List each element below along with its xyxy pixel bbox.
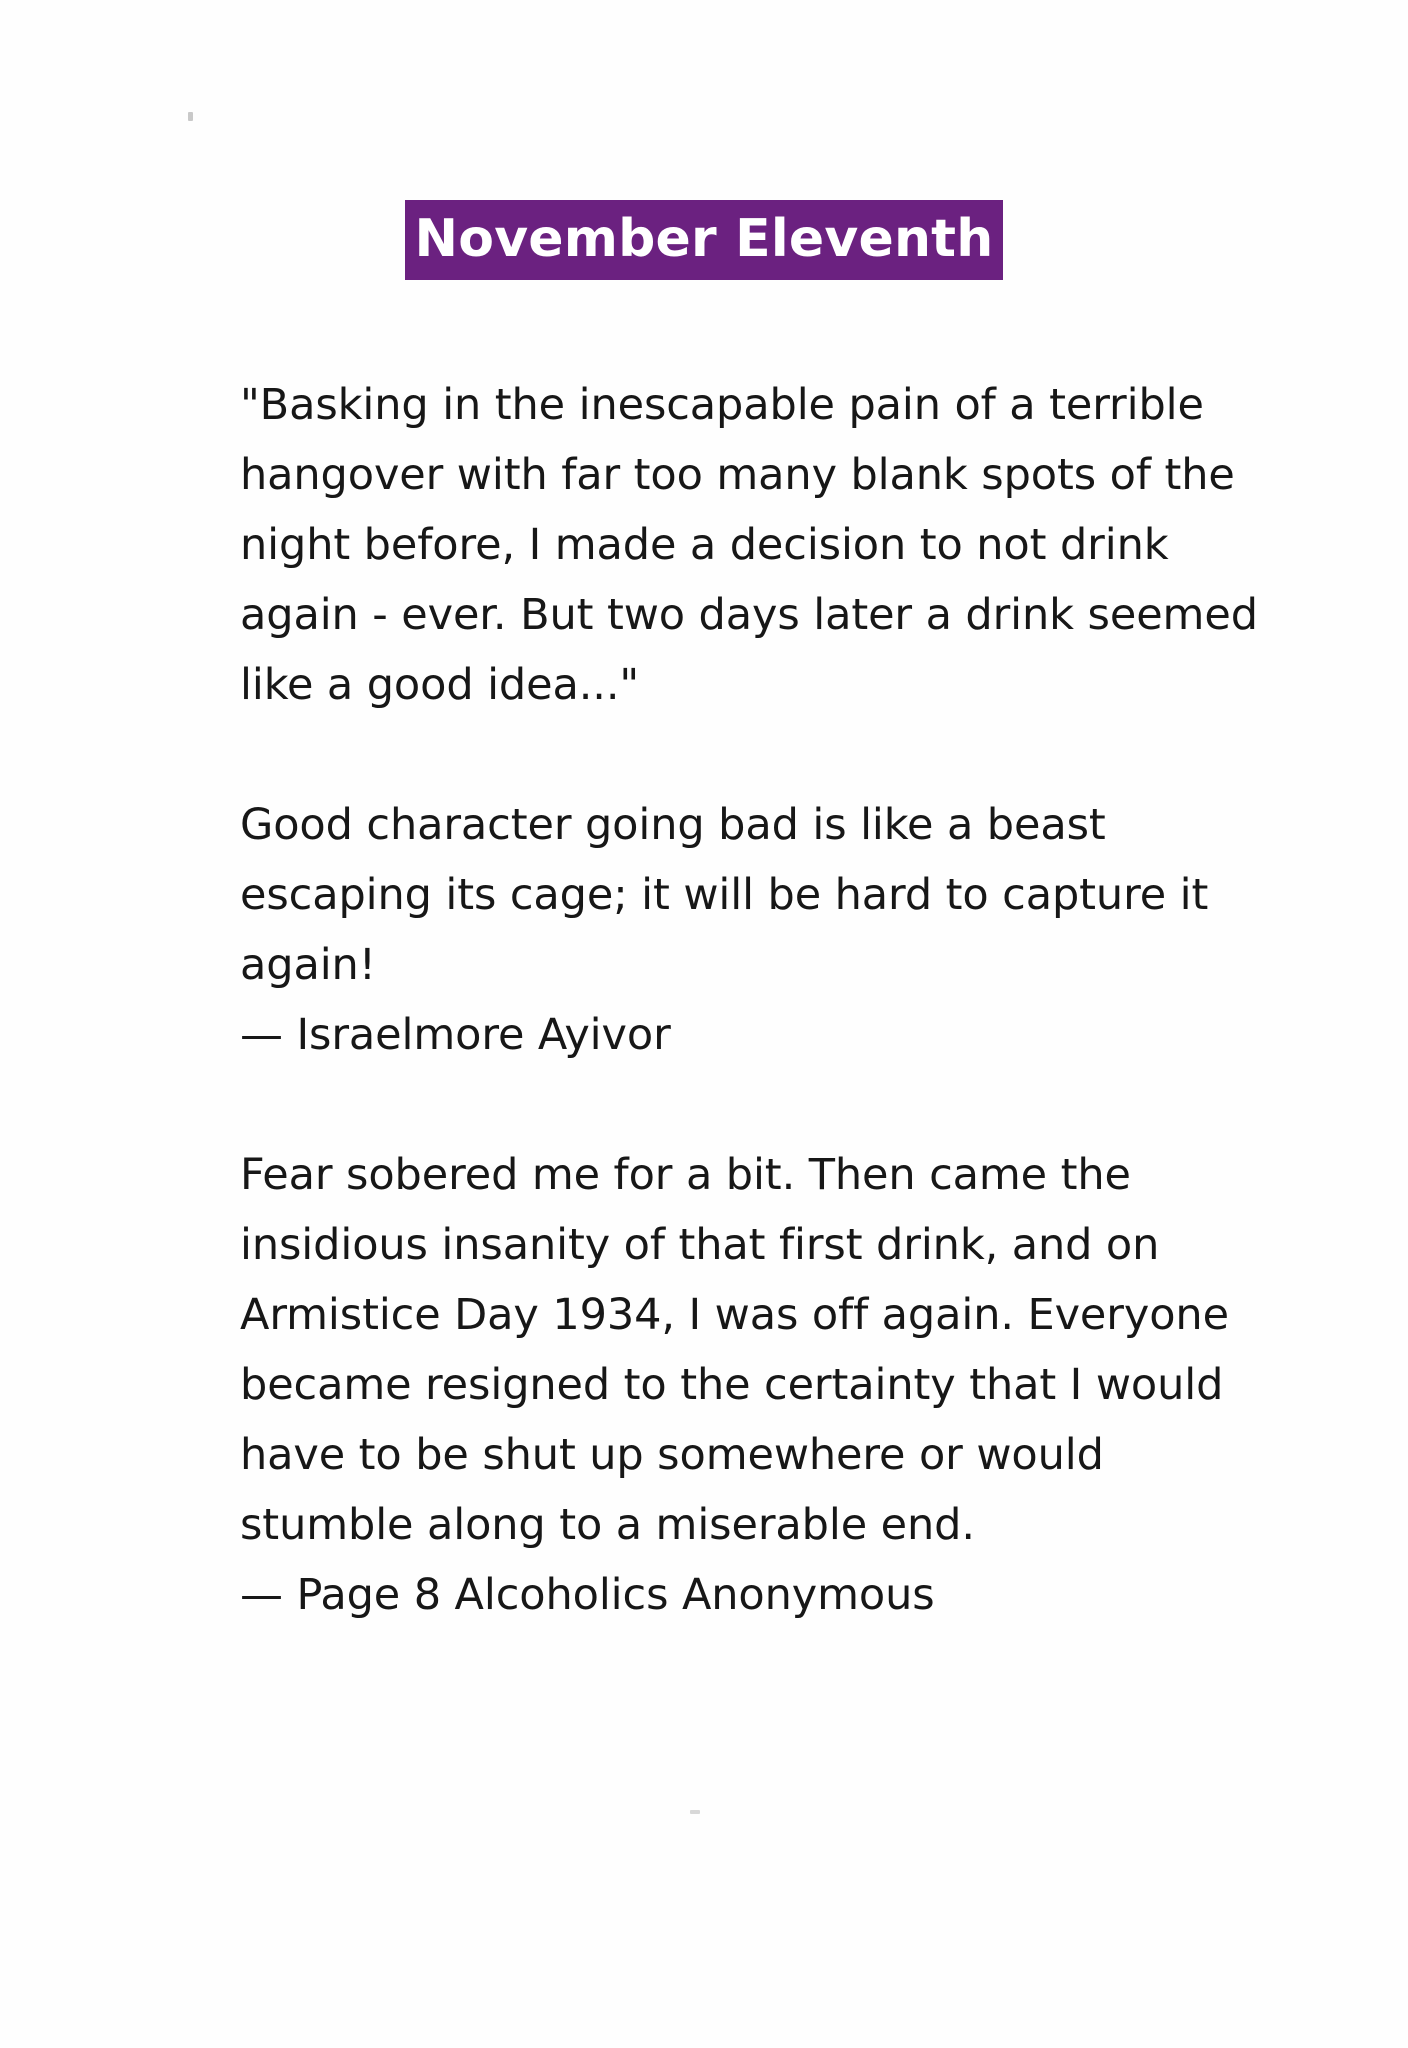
quote-hangover-text: "Basking in the inescapable pain of a terrible hangover with far too many blank spots of the night before, I made a decision to not drink again - ever. But two days later a drink seemed like a good idea..." [240, 380, 1258, 710]
paragraph-spacer-1 [240, 720, 1260, 790]
quote-fear-sobered-attribution: — Page 8 Alcoholics Anonymous [240, 1570, 935, 1620]
scan-artifact-speck-lower [690, 1810, 700, 1814]
quote-good-character-attribution: — Israelmore Ayivor [240, 1010, 671, 1060]
quote-good-character-text: Good character going bad is like a beast escaping its cage; it will be hard to capture it again! [240, 800, 1209, 990]
page-body [240, 370, 1260, 1630]
page-title: November Eleventh [405, 200, 1004, 280]
paragraph-spacer-2 [240, 1070, 1260, 1140]
page-title-container [0, 200, 1408, 280]
scan-artifact-speck [188, 112, 193, 121]
quote-fear-sobered-text: Fear sobered me for a bit. Then came the insidious insanity of that first drink, and on Armistice Day 1934, I was off again. Everyone became resigned to the certainty that I would have to be shut up somewhere or would stumble along to a miserable end. [240, 1150, 1229, 1550]
